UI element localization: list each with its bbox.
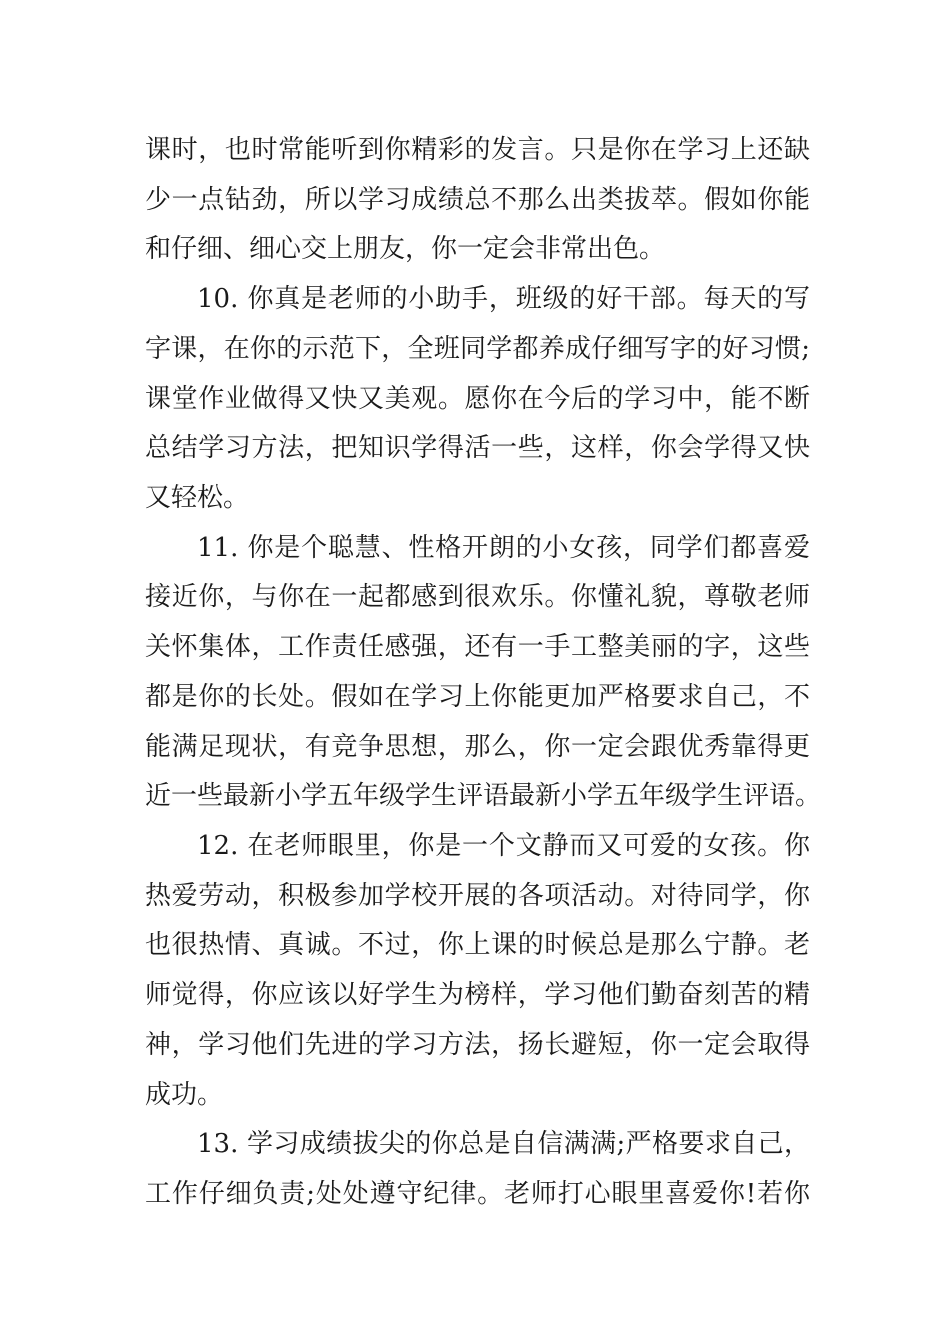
text-line: 师觉得，你应该以好学生为榜样，学习他们勤奋刻苦的精: [145, 980, 810, 1010]
text-line: 都是你的长处。假如在学习上你能更加严格要求自己，不: [145, 682, 810, 712]
text-line: 近一些最新小学五年级学生评语最新小学五年级学生评语。: [145, 781, 822, 811]
text-line: 和仔细、细心交上朋友，你一定会非常出色。: [145, 234, 666, 264]
text-line: 字课，在你的示范下，全班同学都养成仔细写字的好习惯;: [145, 334, 810, 364]
text-line: 关怀集体，工作责任感强，还有一手工整美丽的字，这些: [145, 632, 810, 662]
text-line: 少一点钻劲，所以学习成绩总不那么出类拔萃。假如你能: [145, 185, 810, 215]
paragraph-start-13: 13. 学习成绩拔尖的你总是自信满满;严格要求自己，: [197, 1129, 810, 1159]
text-line: 也很热情、真诚。不过，你上课的时候总是那么宁静。老: [145, 930, 810, 960]
text-line: 成功。: [145, 1080, 224, 1110]
text-line: 课堂作业做得又快又美观。愿你在今后的学习中，能不断: [145, 384, 810, 414]
text-line: 能满足现状，有竞争思想，那么，你一定会跟优秀靠得更: [145, 732, 810, 762]
paragraph-start-12: 12. 在老师眼里，你是一个文静而又可爱的女孩。你: [197, 831, 810, 861]
text-line: 接近你，与你在一起都感到很欢乐。你懂礼貌，尊敬老师: [145, 582, 810, 612]
paragraph-start-10: 10. 你真是老师的小助手，班级的好干部。每天的写: [197, 284, 810, 314]
text-line: 课时，也时常能听到你精彩的发言。只是你在学习上还缺: [145, 135, 810, 165]
text-line: 热爱劳动，积极参加学校开展的各项活动。对待同学，你: [145, 881, 810, 911]
text-line: 总结学习方法，把知识学得活一些，这样，你会学得又快: [145, 433, 810, 463]
paragraph-start-11: 11. 你是个聪慧、性格开朗的小女孩，同学们都喜爱: [197, 533, 810, 563]
text-line: 神，学习他们先进的学习方法，扬长避短，你一定会取得: [145, 1030, 810, 1060]
text-line: 又轻松。: [145, 483, 250, 513]
text-line: 工作仔细负责;处处遵守纪律。老师打心眼里喜爱你!若你: [145, 1179, 810, 1209]
